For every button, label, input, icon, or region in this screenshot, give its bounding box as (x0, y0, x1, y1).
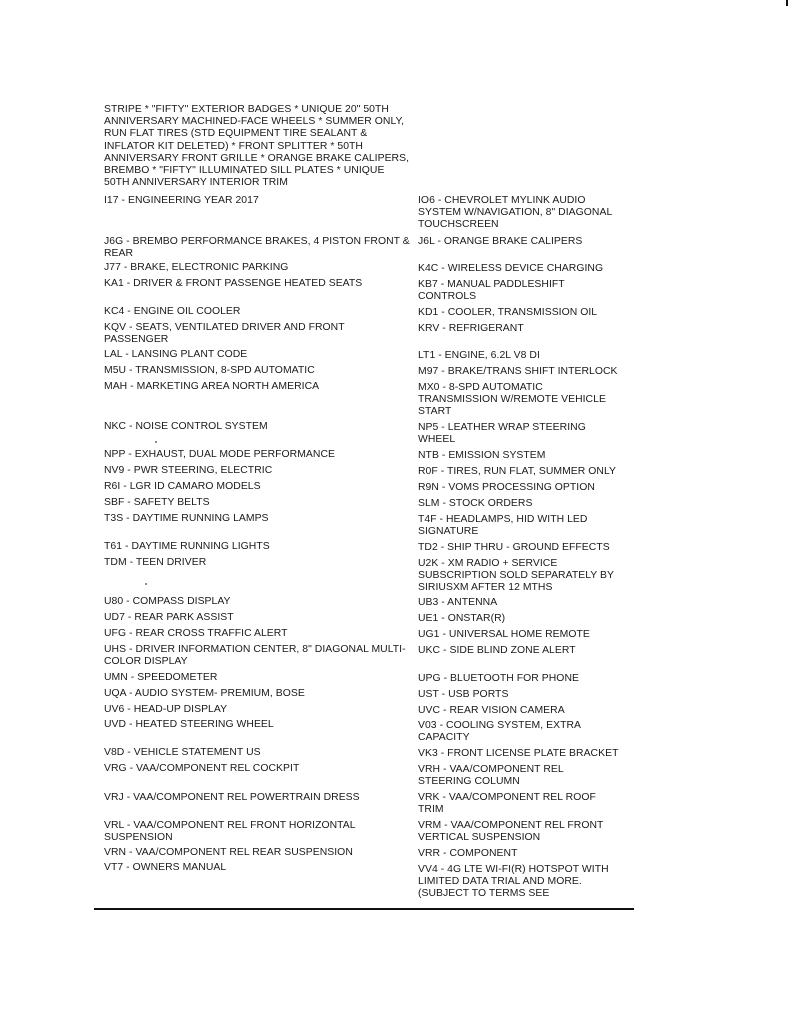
option-item: K4C - WIRELESS DEVICE CHARGING (418, 263, 604, 274)
option-item: V8D - VEHICLE STATEMENT US (104, 747, 261, 758)
option-item: M97 - BRAKE/TRANS SHIFT INTERLOCK (418, 366, 618, 377)
option-item: UMN - SPEEDOMETER (104, 672, 218, 683)
option-item: SLM - STOCK ORDERS (418, 498, 533, 509)
option-item: VRJ - VAA/COMPONENT REL POWERTRAIN DRESS (104, 792, 360, 803)
option-item: T3S - DAYTIME RUNNING LAMPS (104, 513, 269, 524)
option-item: LAL - LANSING PLANT CODE (104, 349, 248, 360)
option-item: R6I - LGR ID CAMARO MODELS (104, 481, 261, 492)
option-item: KQV - SEATS, VENTILATED DRIVER AND FRONT PASSENGER (104, 322, 345, 346)
bottom-rule (94, 908, 634, 910)
option-item: R0F - TIRES, RUN FLAT, SUMMER ONLY (418, 466, 616, 477)
option-item: UQA - AUDIO SYSTEM- PREMIUM, BOSE (104, 688, 305, 699)
option-item: VRH - VAA/COMPONENT REL STEERING COLUMN (418, 764, 564, 788)
option-item: UFG - REAR CROSS TRAFFIC ALERT (104, 628, 288, 639)
option-item: SBF - SAFETY BELTS (104, 497, 210, 508)
option-item: VT7 - OWNERS MANUAL (104, 862, 227, 873)
option-item: NPP - EXHAUST, DUAL MODE PERFORMANCE (104, 449, 336, 460)
option-item: VRR - COMPONENT (418, 848, 518, 859)
option-item: UE1 - ONSTAR(R) (418, 613, 506, 624)
option-item: LT1 - ENGINE, 6.2L V8 DI (418, 350, 540, 361)
option-item: J6G - BREMBO PERFORMANCE BRAKES, 4 PISTON FRONT & REAR (104, 236, 410, 260)
option-item: UVD - HEATED STEERING WHEEL (104, 719, 274, 730)
option-item: U80 - COMPASS DISPLAY (104, 596, 231, 607)
intro-paragraph: STRIPE * "FIFTY" EXTERIOR BADGES * UNIQUE 20" 50TH ANNIVERSARY MACHINED-FACE WHEELS * SUMMER ONLY, RUN FLAT TIRES (STD EQUIPMENT TIRE SEALANT & INFLATOR KIT DELETED) * FRONT SPLITTER * 50TH ANNIVERSARY FRONT GRILLE * ORANGE BRAKE CALIPERS, BREMBO * "FIFTY" ILLUMINATED SILL PLATES * UNIQUE 50TH ANNIVERSARY INTERIOR TRIM (104, 104, 410, 189)
option-item: R9N - VOMS PROCESSING OPTION (418, 482, 595, 493)
option-item: UV6 - HEAD-UP DISPLAY (104, 704, 228, 715)
option-item: VRL - VAA/COMPONENT REL FRONT HORIZONTAL SUSPENSION (104, 820, 356, 844)
option-item: KD1 - COOLER, TRANSMISSION OIL (418, 307, 598, 318)
option-item: VRN - VAA/COMPONENT REL REAR SUSPENSION (104, 847, 353, 858)
option-item: UB3 - ANTENNA (418, 597, 498, 608)
option-item: TD2 - SHIP THRU - GROUND EFFECTS (418, 542, 610, 553)
option-item: KRV - REFRIGERANT (418, 323, 524, 334)
option-item: U2K - XM RADIO + SERVICE SUBSCRIPTION SOLD SEPARATELY BY SIRIUSXM AFTER 12 MTHS (418, 558, 614, 594)
option-item: NV9 - PWR STEERING, ELECTRIC (104, 465, 273, 476)
option-item: UST - USB PORTS (418, 689, 509, 700)
option-item: I17 - ENGINEERING YEAR 2017 (104, 195, 259, 206)
option-item: NKC - NOISE CONTROL SYSTEM (104, 421, 268, 432)
option-item: VRK - VAA/COMPONENT REL ROOF TRIM (418, 792, 596, 816)
scan-speck (145, 583, 147, 585)
option-item: V03 - COOLING SYSTEM, EXTRA CAPACITY (418, 720, 582, 744)
option-item: UHS - DRIVER INFORMATION CENTER, 8" DIAGONAL MULTI- COLOR DISPLAY (104, 644, 406, 668)
option-item: UD7 - REAR PARK ASSIST (104, 612, 234, 623)
option-item: KB7 - MANUAL PADDLESHIFT CONTROLS (418, 279, 565, 303)
option-item: VRG - VAA/COMPONENT REL COCKPIT (104, 763, 300, 774)
option-item: J6L - ORANGE BRAKE CALIPERS (418, 236, 583, 247)
option-item: UG1 - UNIVERSAL HOME REMOTE (418, 629, 590, 640)
option-item: T61 - DAYTIME RUNNING LIGHTS (104, 541, 270, 552)
scan-edge-mark (786, 0, 788, 6)
option-item: T4F - HEADLAMPS, HID WITH LED SIGNATURE (418, 514, 588, 538)
option-item: KA1 - DRIVER & FRONT PASSENGE HEATED SEATS (104, 278, 363, 289)
option-item: M5U - TRANSMISSION, 8-SPD AUTOMATIC (104, 365, 315, 376)
option-item: J77 - BRAKE, ELECTRONIC PARKING (104, 262, 289, 273)
scan-speck (155, 441, 157, 443)
option-item: UVC - REAR VISION CAMERA (418, 705, 565, 716)
option-item: TDM - TEEN DRIVER (104, 557, 207, 568)
option-item: KC4 - ENGINE OIL COOLER (104, 306, 241, 317)
option-item: MX0 - 8-SPD AUTOMATIC TRANSMISSION W/REMOTE VEHICLE START (418, 382, 606, 418)
option-item: VK3 - FRONT LICENSE PLATE BRACKET (418, 748, 619, 759)
option-item: NTB - EMISSION SYSTEM (418, 450, 546, 461)
option-item: VV4 - 4G LTE WI-FI(R) HOTSPOT WITH LIMITED DATA TRIAL AND MORE. (SUBJECT TO TERMS SEE (418, 864, 609, 900)
option-item: VRM - VAA/COMPONENT REL FRONT VERTICAL SUSPENSION (418, 820, 604, 844)
option-item: IO6 - CHEVROLET MYLINK AUDIO SYSTEM W/NAVIGATION, 8" DIAGONAL TOUCHSCREEN (418, 195, 613, 231)
option-item: MAH - MARKETING AREA NORTH AMERICA (104, 381, 320, 392)
option-item: UKC - SIDE BLIND ZONE ALERT (418, 645, 576, 656)
option-item: NP5 - LEATHER WRAP STEERING WHEEL (418, 422, 586, 446)
option-item: UPG - BLUETOOTH FOR PHONE (418, 673, 579, 684)
